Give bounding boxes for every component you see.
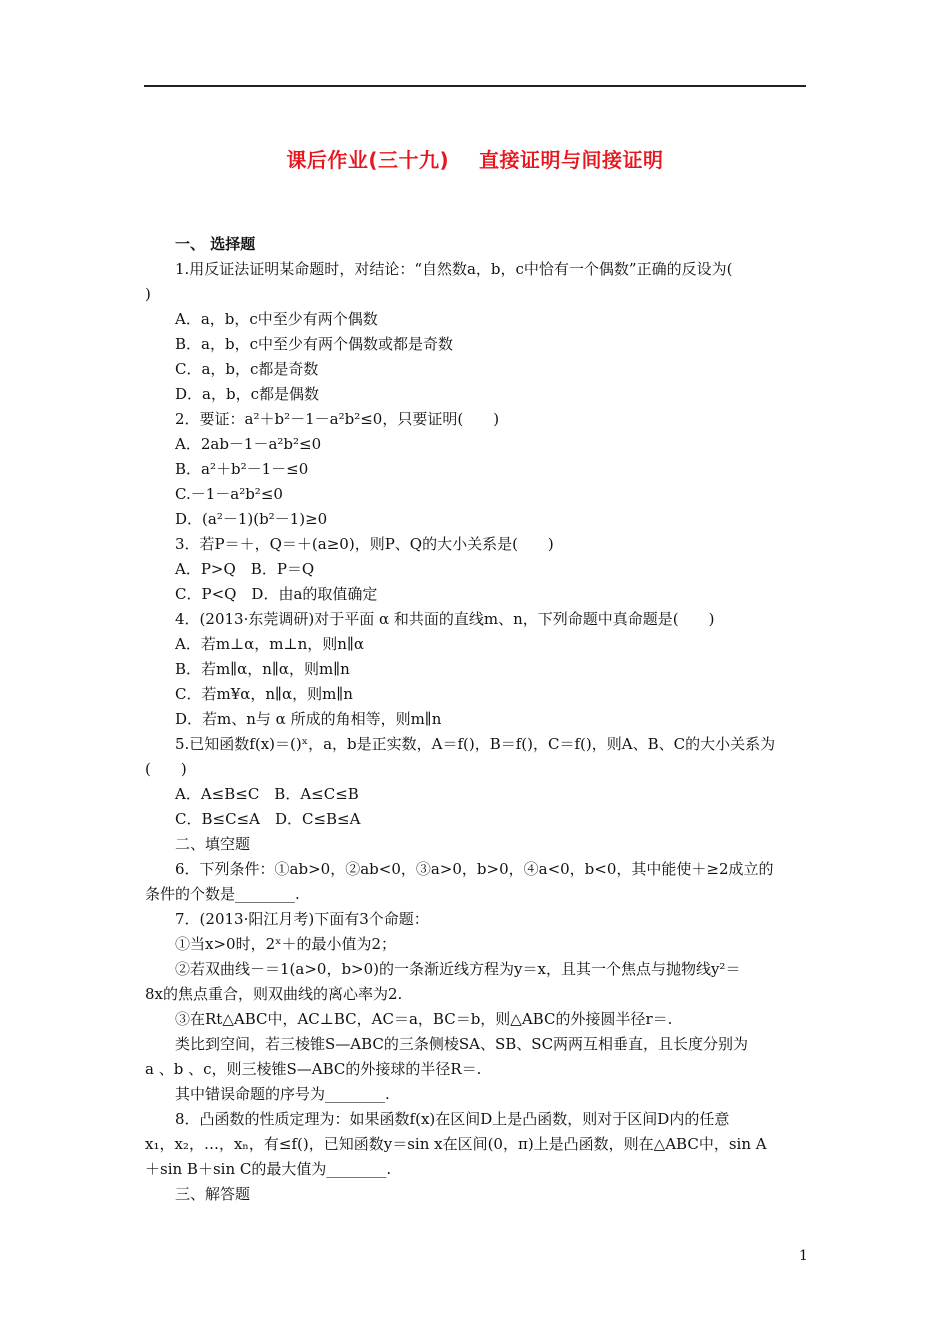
question-7-ask: 其中错误命题的序号为________.	[175, 1085, 390, 1103]
question-4-option-b: B．若m∥α，n∥α，则m∥n	[175, 660, 350, 678]
question-8-line-2: x₁，x₂，…，xₙ，有≤f()，已知函数y＝sin x在区间(0，π)上是凸函数，则在△ABC中，sin A	[145, 1135, 767, 1153]
question-3-options-cd: C．P<Q D．由a的取值确定	[175, 585, 378, 603]
question-7-intro: 7．(2013·阳江月考)下面有3个命题：	[175, 910, 429, 928]
question-1-option-b: B．a，b，c中至少有两个偶数或都是奇数	[175, 335, 453, 353]
section-heading-choice: 一、 选择题	[175, 235, 256, 253]
question-5-options-cd: C．B≤C≤A D．C≤B≤A	[175, 810, 361, 828]
question-4-option-c: C．若m¥α，n∥α，则m∥n	[175, 685, 353, 703]
question-3: 3．若P＝＋，Q＝＋(a≥0)，则P、Q的大小关系是( )	[175, 535, 554, 553]
question-6-line-1: 6．下列条件：①ab>0，②ab<0，③a>0，b>0，④a<0，b<0，其中能使＋≥2成立的	[175, 860, 774, 878]
question-4: 4．(2013·东莞调研)对于平面 α 和共面的直线m、n，下列命题中真命题是( )	[175, 610, 715, 628]
question-2-option-c: C.－1－a²b²≤0	[175, 485, 283, 503]
section-heading-fill: 二、填空题	[175, 835, 251, 853]
question-4-option-d: D．若m、n与 α 所成的角相等，则m∥n	[175, 710, 442, 728]
question-1-option-a: A．a，b，c中至少有两个偶数	[175, 310, 378, 328]
question-7-analogy-line-2: a 、b 、c，则三棱锥S—ABC的外接球的半径R＝.	[145, 1060, 482, 1078]
question-2-option-a: A．2ab－1－a²b²≤0	[175, 435, 322, 453]
question-1-option-d: D．a，b，c都是偶数	[175, 385, 319, 403]
question-7-analogy-line-1: 类比到空间，若三棱锥S—ABC的三条侧棱SA、SB、SC两两互相垂直，且长度分别为	[175, 1035, 749, 1053]
question-5-line-1: 5.已知函数f(x)＝()ˣ，a，b是正实数，A＝f()，B＝f()，C＝f()，则A、B、C的大小关系为	[175, 735, 776, 753]
question-3-options-ab: A．P>Q B．P＝Q	[175, 560, 315, 578]
header-rule	[144, 85, 806, 87]
question-1-line-1: 1.用反证法证明某命题时，对结论：“自然数a，b，c中恰有一个偶数”正确的反设为(	[175, 260, 733, 278]
question-4-option-a: A．若m⊥α，m⊥n，则n∥α	[175, 635, 365, 653]
question-7-item-2-line-1: ②若双曲线－＝1(a>0，b>0)的一条渐近线方程为y＝x，且其一个焦点与抛物线y²＝	[175, 960, 741, 978]
question-1-line-2: )	[145, 285, 151, 303]
question-7-item-1: ①当x>0时，2ˣ＋的最小值为2；	[175, 935, 397, 953]
question-1-option-c: C．a，b，c都是奇数	[175, 360, 319, 378]
question-7-item-2-line-2: 8x的焦点重合，则双曲线的离心率为2.	[145, 985, 403, 1003]
page-number: 1	[799, 1248, 808, 1264]
question-2-option-b: B．a²＋b²－1－≤0	[175, 460, 309, 478]
page-title: 课后作业(三十九) 直接证明与间接证明	[286, 148, 664, 172]
question-8-line-1: 8．凸函数的性质定理为：如果函数f(x)在区间D上是凸函数，则对于区间D内的任意	[175, 1110, 730, 1128]
question-2-option-d: D．(a²－1)(b²－1)≥0	[175, 510, 328, 528]
question-8-line-3: ＋sin B＋sin C的最大值为________.	[145, 1160, 392, 1178]
question-5-options-ab: A．A≤B≤C B．A≤C≤B	[175, 785, 359, 803]
question-7-item-3: ③在Rt△ABC中，AC⊥BC，AC＝a，BC＝b，则△ABC的外接圆半径r＝.	[175, 1010, 673, 1028]
question-2: 2．要证：a²＋b²－1－a²b²≤0，只要证明( )	[175, 410, 500, 428]
question-6-line-2: 条件的个数是________.	[145, 885, 300, 903]
question-5-line-2: ( )	[145, 760, 187, 778]
section-heading-answer: 三、解答题	[175, 1185, 251, 1203]
